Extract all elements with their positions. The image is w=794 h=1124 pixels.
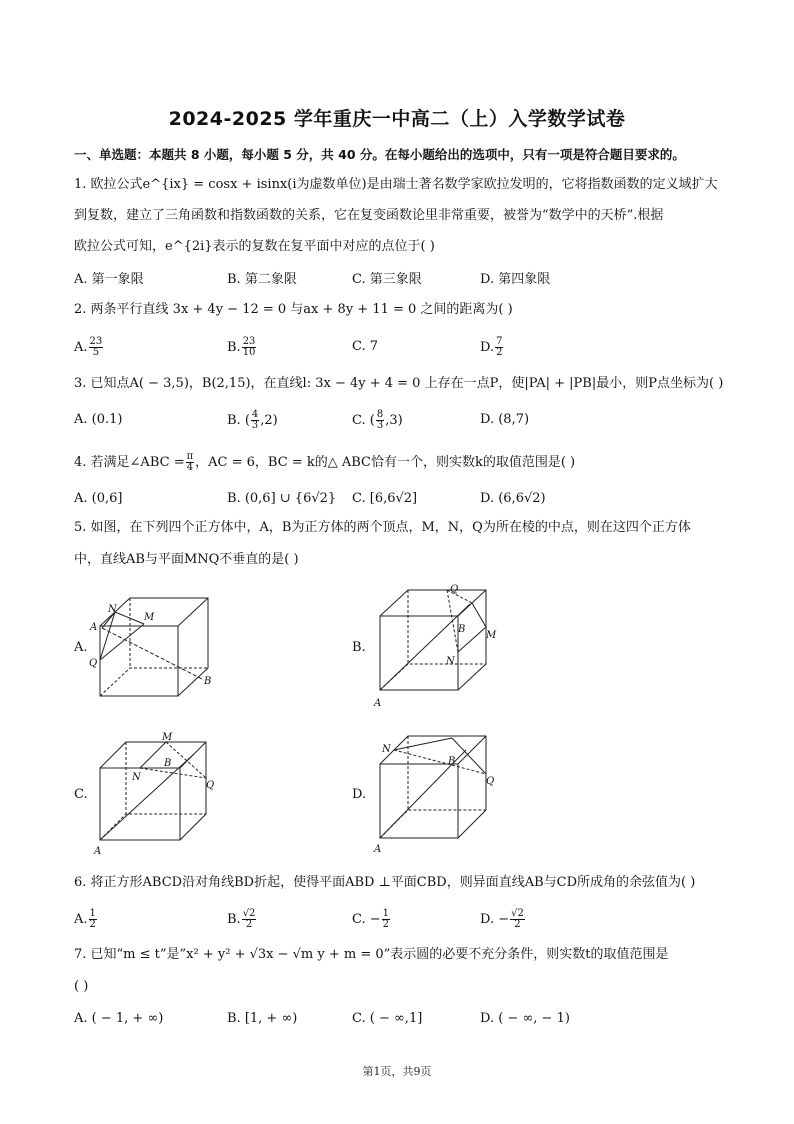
q3-option-c-frac [376, 410, 384, 431]
q7-line1: 7. 已知“m ≤ t”是”x² + y² + √3x − √m y + m = 0”表示圆的必要不充分条件，则实数t的取值范围是 [74, 947, 669, 962]
q4-num: π [186, 451, 194, 462]
q1-options [74, 270, 734, 292]
q5-figure-c [86, 728, 226, 858]
fig-d-hidden-edges [380, 810, 486, 838]
q3-option-c-num: 8 [376, 409, 384, 420]
fig-a-label-m: M [144, 612, 155, 623]
q1-option-c: C. 第三象限 [352, 272, 422, 287]
q2-option-a-label: A. [74, 340, 88, 355]
q2-option-d [480, 337, 504, 358]
q1-line2: 到复数，建立了三角函数和指数函数的关系，它在复变函数论里非常重要，被誉为“数学中的天桥”.根据 [74, 208, 664, 223]
q6-options [74, 909, 734, 931]
q5-fig-label-b: B. [352, 640, 366, 655]
q6-option-c-frac [382, 909, 390, 930]
fig-c-label-a: A [94, 846, 102, 857]
fig-d-line-n-top [394, 738, 452, 750]
q2-option-c-text: 7 [369, 339, 379, 354]
q5-line1: 5. 如图，在下列四个正方体中，A，B为正方体的两个顶点，M，N，Q为所在棱的中点，则在这四个正方体 [74, 520, 691, 535]
q3-option-c [352, 410, 403, 431]
q6-option-b [227, 909, 257, 930]
page-footer: 第1页，共9页 [362, 1065, 432, 1078]
q6-option-c [352, 909, 391, 930]
q2-option-d-frac [495, 337, 503, 358]
fig-c-label-m: M [162, 732, 173, 743]
fig-a-label-n: N [108, 604, 117, 615]
q2-option-c [352, 337, 378, 357]
q1-line3: 欧拉公式可知，e^{2i}表示的复数在复平面中对应的点位于( ) [74, 239, 435, 254]
q6-option-d [480, 909, 526, 930]
q6-option-c-num: 1 [382, 908, 390, 919]
fig-a-label-a: A [90, 622, 98, 633]
q2-option-a [74, 337, 104, 358]
q6-option-d-num: √2 [511, 908, 524, 919]
q1-option-a: A. 第一象限 [74, 272, 144, 287]
fig-c-line-nm [140, 742, 166, 768]
fig-b-line-m [472, 603, 486, 627]
q6-option-b-den: 2 [245, 919, 253, 930]
q6-option-a-label: A. [74, 912, 88, 927]
fig-d-label-b: B [448, 756, 456, 767]
page-title: 2024-2025 学年重庆一中高二（上）入学数学试卷 [168, 108, 626, 130]
q3-option-b-label: B. [227, 413, 245, 428]
q5-figure-d [366, 728, 506, 858]
q5-fig-label-c: C. [74, 787, 88, 802]
q5-fig-label-d: D. [352, 787, 367, 802]
q6-option-b-num: √2 [242, 908, 256, 919]
fig-b-label-b: B [458, 624, 466, 635]
fig-b-label-m: M [486, 630, 497, 641]
fig-b-label-n: N [446, 656, 455, 667]
q5-line2: 中，直线AB与平面MNQ不垂直的是( ) [74, 552, 299, 567]
fig-b-label-q: Q [450, 584, 459, 595]
q6-option-a [74, 909, 98, 930]
q1-line1: 1. 欧拉公式e^{ix} = cosx + isinx(i为虚数单位)是由瑞士著名数学家欧拉发明的，它将指数函数的定义域扩大 [74, 177, 718, 192]
q6-option-c-label: C. − [352, 912, 381, 927]
q4-frac [186, 452, 195, 473]
q2-option-b-frac [242, 337, 257, 358]
q4-option-b: B. (0,6] ∪ {6√2} [227, 491, 337, 506]
fig-d-line-q [452, 738, 486, 774]
q6-option-a-num: 1 [89, 908, 96, 919]
q6-option-b-frac [242, 909, 257, 930]
fig-a-label-b: B [204, 676, 212, 687]
q3-option-a: A. (0.1) [74, 412, 123, 427]
q6-option-c-den: 2 [382, 919, 390, 930]
q5-figure-a [86, 590, 226, 710]
fig-a-edge [178, 598, 208, 626]
q4-option-a: A. (0,6] [74, 491, 123, 506]
q7-option-b: B. [1, + ∞) [227, 1011, 298, 1026]
q3-line1: 3. 已知点A( − 3,5)，B(2,15)，在直线l: 3x − 4y + 4 = 0 上存在一点P，使|PA| + |PB|最小，则P点坐标为( ) [74, 376, 724, 391]
q7-option-c: C. ( − ∞,1] [352, 1011, 423, 1026]
fig-b-label-a: A [374, 698, 382, 709]
fig-c-label-q: Q [206, 780, 215, 791]
q4-den: 4 [186, 462, 194, 473]
q7-option-a: A. ( − 1, + ∞) [74, 1011, 164, 1026]
q3-option-b-den: 3 [251, 420, 259, 431]
q3-option-b-pre: ( [244, 413, 250, 428]
fig-b-hidden-edges [380, 664, 486, 690]
q7-option-d: D. ( − ∞, − 1) [480, 1011, 570, 1026]
q2-option-b-num: 23 [242, 336, 256, 347]
fig-a-line-ab [102, 628, 204, 680]
q3-option-c-post: ,3) [385, 413, 403, 428]
q6-line1: 6. 将正方形ABCD沿对角线BD折起，使得平面ABD ⊥平面CBD，则异面直线AB与CD所成角的余弦值为( ) [74, 875, 696, 890]
q2-option-d-den: 2 [496, 347, 503, 358]
q2-line1: 2. 两条平行直线 3x + 4y − 12 = 0 与ax + 8y + 11 = 0 之间的距离为( ) [74, 302, 513, 317]
fig-b-line-qn [447, 590, 458, 652]
q3-option-c-pre: ( [369, 413, 375, 428]
q4-pre: 4. 若满足∠ABC = [74, 455, 185, 470]
fig-d-label-n: N [382, 744, 391, 755]
q6-option-a-den: 2 [89, 919, 96, 930]
q2-option-d-label: D. [480, 340, 495, 355]
q4-options [74, 489, 734, 511]
q6-option-b-label: B. [227, 912, 241, 927]
q2-option-a-frac [89, 337, 104, 358]
q3-option-c-den: 3 [376, 420, 384, 431]
q3-option-b [227, 410, 278, 431]
q5-figure-b [366, 582, 506, 712]
fig-a-line-mq [100, 624, 144, 660]
fig-b-line-ab [380, 604, 470, 690]
q2-options [74, 337, 734, 359]
q6-option-d-den: 2 [514, 919, 521, 930]
q4-option-d: D. (6,6√2) [480, 491, 546, 506]
q2-option-b-den: 10 [242, 347, 256, 358]
fig-a-label-q: Q [89, 658, 98, 669]
q4-line1 [74, 452, 575, 473]
fig-a-hidden-edges [100, 668, 208, 696]
fig-c-label-b: B [164, 758, 172, 769]
q3-option-b-frac [251, 410, 259, 431]
q2-option-d-num: 7 [496, 336, 503, 347]
fig-d-label-q: Q [486, 776, 495, 787]
q6-option-a-frac [89, 909, 97, 930]
q1-option-b: B. 第二象限 [227, 272, 297, 287]
q3-options [74, 410, 734, 432]
q2-option-b-label: B. [227, 340, 241, 355]
fig-d-label-a: A [374, 844, 382, 855]
q3-option-d: D. (8,7) [480, 412, 530, 427]
q3-option-b-num: 4 [251, 409, 259, 420]
q2-option-a-den: 5 [92, 347, 100, 358]
q2-option-c-label: C. [352, 339, 366, 354]
q2-option-b [227, 337, 257, 358]
q1-option-d: D. 第四象限 [480, 272, 551, 287]
q7-line2: ( ) [74, 979, 89, 994]
fig-c-hidden-edges [100, 814, 206, 840]
q4-post: ，AC = 6，BC = k的△ ABC恰有一个，则实数k的取值范围是( ) [195, 455, 576, 470]
q5-fig-label-a: A. [74, 640, 88, 655]
q7-options [74, 1009, 734, 1031]
q3-option-c-label: C. [352, 413, 370, 428]
q4-option-c: C. [6,6√2] [352, 491, 418, 506]
q6-option-d-label: D. − [480, 912, 510, 927]
section-heading: 一、单选题：本题共 8 小题，每小题 5 分，共 40 分。在每小题给出的选项中，只有一项是符合题目要求的。 [74, 147, 685, 162]
fig-c-label-n: N [132, 772, 141, 783]
q3-option-b-post: ,2) [260, 413, 278, 428]
q2-option-a-num: 23 [89, 336, 103, 347]
q6-option-d-frac [510, 909, 525, 930]
